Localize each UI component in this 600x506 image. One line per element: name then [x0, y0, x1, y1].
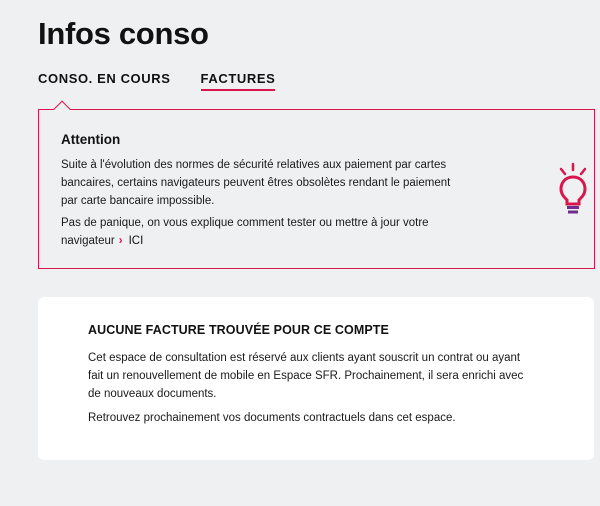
alert-title: Attention — [61, 132, 121, 147]
page-title: Infos conso — [38, 16, 209, 51]
tabs — [38, 71, 275, 91]
card-title: AUCUNE FACTURE TROUVÉE POUR CE COMPTE — [88, 323, 389, 337]
alert-text: Suite à l'évolution des normes de sécurité relatives aux paiement par cartes bancaires, certains navigateurs peuvent êtres obsolètes rendant le paiement par carte bancaire impossible. — [61, 159, 451, 207]
ici-link[interactable]: ICI — [128, 235, 144, 247]
alert-text-navigator-label: Pas de panique, on vous explique comment tester ou mettre à jour votre navigateur — [61, 217, 429, 247]
tab-factures[interactable]: FACTURES — [201, 71, 276, 91]
alert-text-navigator — [61, 214, 451, 250]
no-invoice-card — [38, 297, 594, 460]
card-text: Cet espace de consultation est réservé aux clients ayant souscrit un contrat ou ayant fait un renouvellement de mobile en Espace SFR. Prochainement, il sera enrichi avec de nouveaux documents. — [88, 352, 524, 400]
alert-pointer — [54, 101, 71, 118]
card-text-secondary: Retrouvez prochainement vos documents contractuels dans cet espace. — [88, 412, 456, 424]
chevron-right-icon: › — [118, 235, 123, 247]
tab-conso-en-cours[interactable]: CONSO. EN COURS — [38, 71, 171, 86]
lightbulb-icon — [556, 162, 590, 216]
attention-alert — [38, 109, 595, 269]
